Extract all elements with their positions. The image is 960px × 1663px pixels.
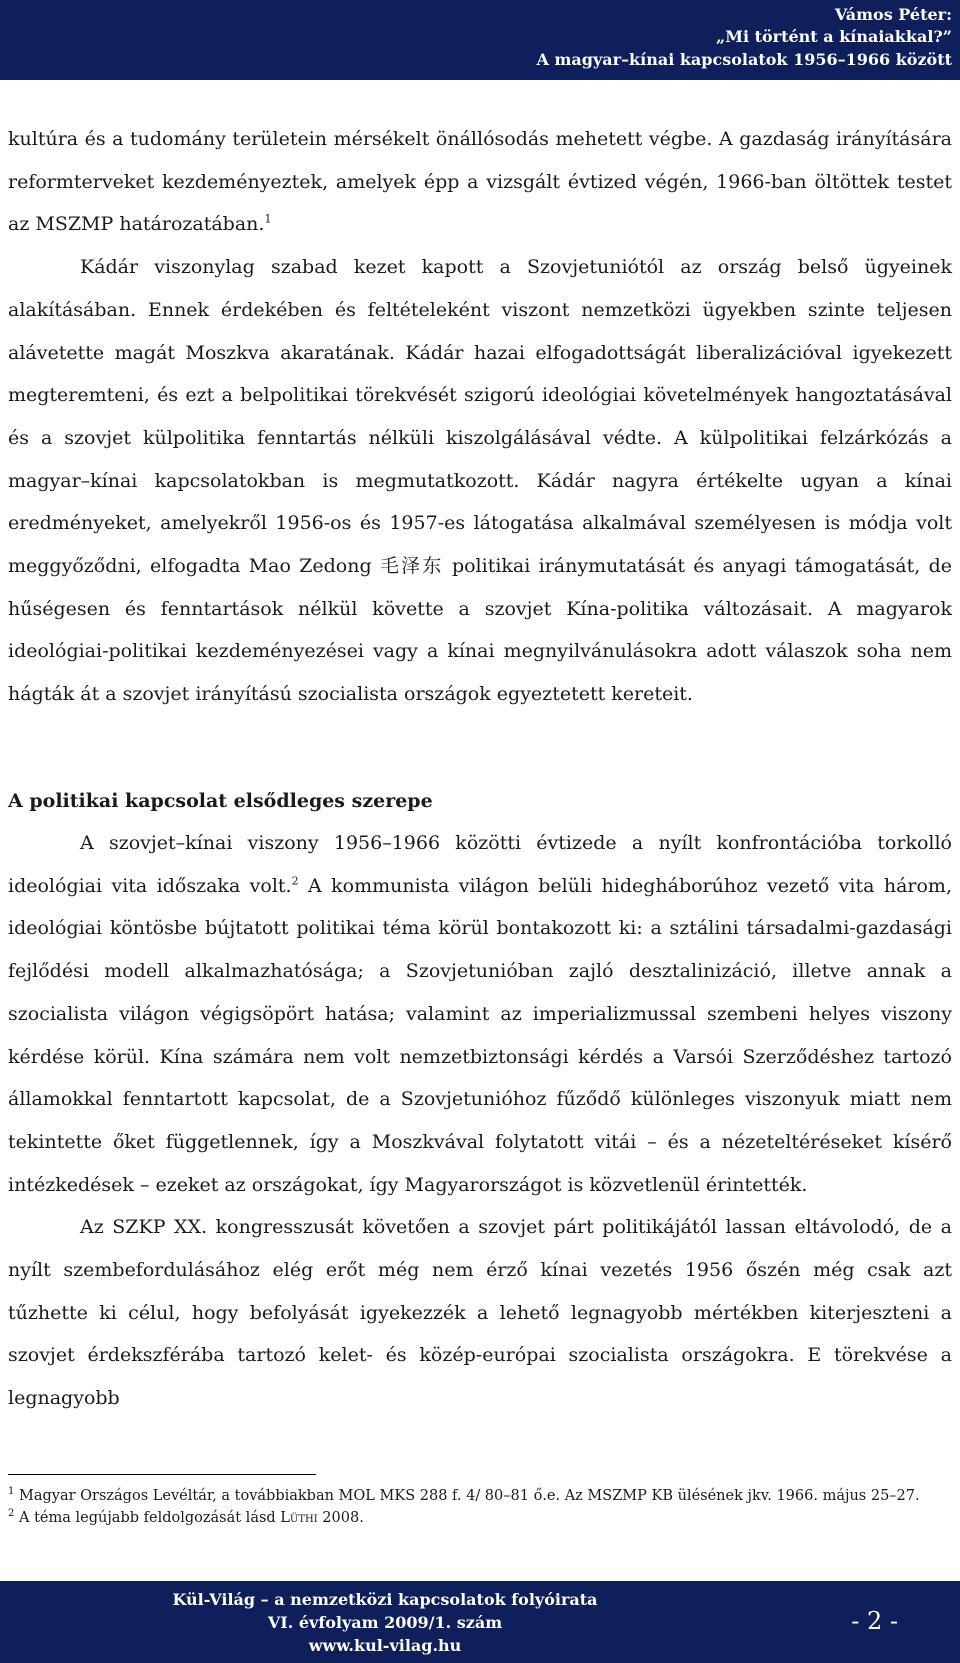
- header-subtitle: A magyar–kínai kapcsolatok 1956–1966 között: [536, 50, 952, 69]
- footer-band: [0, 1581, 960, 1663]
- article-body: [8, 118, 952, 716]
- footer-journal: Kül-Világ – a nemzetközi kapcsolatok folyóirata: [172, 1590, 598, 1609]
- paragraph-4: Az SZKP XX. kongresszusát követően a szovjet párt politikájától lassan eltávolodó, de a nyílt szembefordulásához elég erőt még nem érző kínai vezetés 1956 őszén még csak azt tűzhette ki célul, hogy befolyását igyekezzék a lehető legnagyobb mértékben kiterjeszteni a szovjet érdekszférába tartozó kelet- és közép-európai szocialista országokra. E törekvése a legnagyobb: [8, 1216, 952, 1410]
- footer-issue: VI. évfolyam 2009/1. szám: [267, 1613, 503, 1632]
- header-title: „Mi történt a kínaiakkal?”: [716, 27, 952, 46]
- footnote-ref-1[interactable]: 1: [264, 213, 272, 227]
- footer-url-link[interactable]: www.kul-vilag.hu: [308, 1636, 462, 1655]
- section-heading: A politikai kapcsolat elsődleges szerepe: [8, 790, 433, 812]
- cited-author: Lüthi: [280, 1510, 318, 1526]
- footnote-1: $^1$ Magyar Országos Levéltár, a továbbiakban MOL MKS 288 f. 4/ 80–81 ő.e. Az MSZMP KB ülésének jkv. 1966. május 25–27.: [8, 1486, 920, 1504]
- header-author: Vámos Péter:: [834, 5, 952, 24]
- mao-zedong-chinese: 毛泽东: [379, 555, 444, 578]
- paragraph-3: A szovjet–kínai viszony 1956–1966 közötti évtizede a nyílt konfrontációba torkolló ideológiai vita időszaka volt.$^2$ A kommunista világon belüli hidegháborúhoz vezető vita három, ideológiai köntösbe bújtatott politikai téma körül bontakozott ki: a sztálini társadalmi-gazdasági fejlődési modell alkalmazhatósága; a Szovjetunióban zajló desztalinizáció, illetve annak a szocialista világon végigsöpört hatása; valamint az imperializmussal szembeni helyes viszony kérdése körül. Kína számára nem volt nemzetbiztonsági kérdés a Varsói Szerződéshez tartozó államokkal fenntartott kapcsolat, de a Szovjetunióhoz fűződő különleges viszonyuk miatt nem tekintette őket függetlennek, így a Moszkvával folytatott vitái – és a nézeteltéréseket kísérő intézkedések – ezeket az országokat, így Magyarországot is közvetlenül érintették.: [8, 832, 952, 1196]
- header-band: [0, 0, 960, 80]
- footnote-divider: [8, 1474, 316, 1475]
- footnote-2: $^2$ A téma legújabb feldolgozását lásd Lüthi 2008.: [8, 1508, 364, 1526]
- paragraph-2: Kádár viszonylag szabad kezet kapott a Szovjetuniótól az ország belső ügyeinek alakításában. Ennek érdekében és feltételeként viszont nemzetközi ügyekben szinte teljesen alávetette magát Moszkva akaratának. Kádár hazai elfogadottságát liberalizációval igyekezett megteremteni, és ezt a belpolitikai törekvését szigorú ideológiai követelmények hangoztatásával és a szovjet külpolitika fenntartás nélküli kiszolgálásával védte. A külpolitikai felzárkózás a magyar–kínai kapcsolatokban is megmutatkozott. Kádár nagyra értékelte ugyan a kínai eredményeket, amelyekről 1956-os és 1957-es látogatása alkalmával személyesen is módja volt meggyőződni, elfogadta Mao Zedong 毛泽东 politikai iránymutatását és anyagi támogatását, de hűségesen és fenntartások nélkül követte a szovjet Kína-politika változásait. A magyarok ideológiai-politikai kezdeményezései vagy a kínai megnyilvánulásokra adott válaszok soha nem hágták át a szovjet irányítású szocialista országok egyeztetett kereteit.: [8, 256, 952, 706]
- footnote-ref-2[interactable]: 2: [291, 874, 299, 888]
- page-number: - 2 -: [851, 1607, 898, 1635]
- footnotes: [8, 1485, 952, 1529]
- article-body-section: [8, 822, 952, 1420]
- paragraph-1: kultúra és a tudomány területein mérsékelt önállósodás mehetett végbe. A gazdaság irányítására reformterveket kezdeményeztek, amelyek épp a vizsgált évtized végén, 1966-ban öltöttek testet az MSZMP határozatában.$^1$: [8, 128, 952, 236]
